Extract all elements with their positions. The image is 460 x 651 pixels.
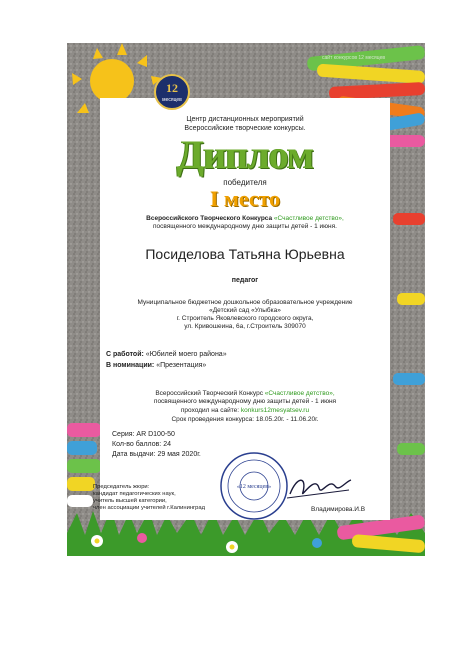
- winner-label: победителя: [223, 178, 267, 187]
- contest-name: «Счастливое детство»,: [273, 215, 344, 222]
- svg-text:месяцев: месяцев: [162, 97, 182, 103]
- contest-info-prefix: Всероссийский Творческий Конкурс: [155, 390, 263, 397]
- contest-info-line-1: [100, 390, 390, 397]
- twelve-months-logo: [154, 74, 190, 112]
- jury-line: Председатель жюри:: [93, 484, 150, 490]
- official-stamp: [219, 451, 289, 521]
- nomination-value: «Презентация»: [156, 362, 207, 369]
- organizer-line-2: Всероссийские творческие конкурсы.: [184, 125, 306, 132]
- issue-date: Дата выдачи: 29 мая 2020г.: [112, 451, 201, 458]
- jury-line: учитель высшей категории,: [93, 498, 167, 504]
- work-line: [106, 351, 227, 358]
- site-link[interactable]: konkurs12mesyatsev.ru: [240, 407, 310, 414]
- work-label: С работой:: [106, 351, 144, 358]
- work-value: «Юбилей моего района»: [145, 351, 227, 358]
- recipient-name: Посиделова Татьяна Юрьевна: [145, 246, 345, 262]
- institution-line: «Детский сад «Улыбка»: [209, 307, 281, 314]
- svg-text:12: 12: [166, 81, 178, 95]
- contest-info-name: «Счастливое детство»,: [264, 390, 335, 397]
- nomination-label: В номинации:: [106, 362, 155, 369]
- diploma-title: Диплом: [176, 132, 314, 177]
- place-label: I место: [209, 186, 281, 211]
- contest-title-line: [100, 215, 390, 222]
- series-number: Серия: AR D100-50: [112, 431, 175, 438]
- contest-prefix: Всероссийского Творческого Конкурса: [146, 215, 273, 222]
- site-watermark: сайт конкурсов 12 месяцев: [322, 55, 386, 61]
- nomination-line: [106, 362, 206, 369]
- jury-line: кандидат педагогических наук,: [93, 491, 176, 497]
- institution-line: г. Строитель Яковлевского городского округа,: [176, 315, 314, 322]
- jury-line: член ассоциации учителей г.Калининград: [93, 505, 205, 511]
- contest-dates: Срок проведения конкурса: 18.05.20г. - 11.06.20г.: [171, 416, 319, 423]
- institution-line: ул. Кривошеина, 6а, г.Строитель 309070: [184, 323, 306, 330]
- contest-info-line-2: посвященного международному дню защиты детей - 1 июня: [153, 398, 337, 405]
- signer-name: Владимирова.И.В: [311, 506, 366, 513]
- recipient-position: педагог: [231, 277, 259, 284]
- institution-line: Муниципальное бюджетное дошкольное образовательное учреждение: [137, 299, 353, 306]
- stamp-text: «12 месяцев»: [236, 484, 272, 490]
- score: Кол-во баллов: 24: [112, 441, 171, 448]
- contest-subtitle: посвященного международному дню защиты детей - 1 июня.: [153, 223, 337, 230]
- site-label: проходил на сайте:: [180, 407, 240, 414]
- signature: [285, 470, 355, 505]
- organizer-line-1: Центр дистанционных мероприятий: [186, 116, 304, 123]
- contest-info-site-line: [100, 407, 390, 414]
